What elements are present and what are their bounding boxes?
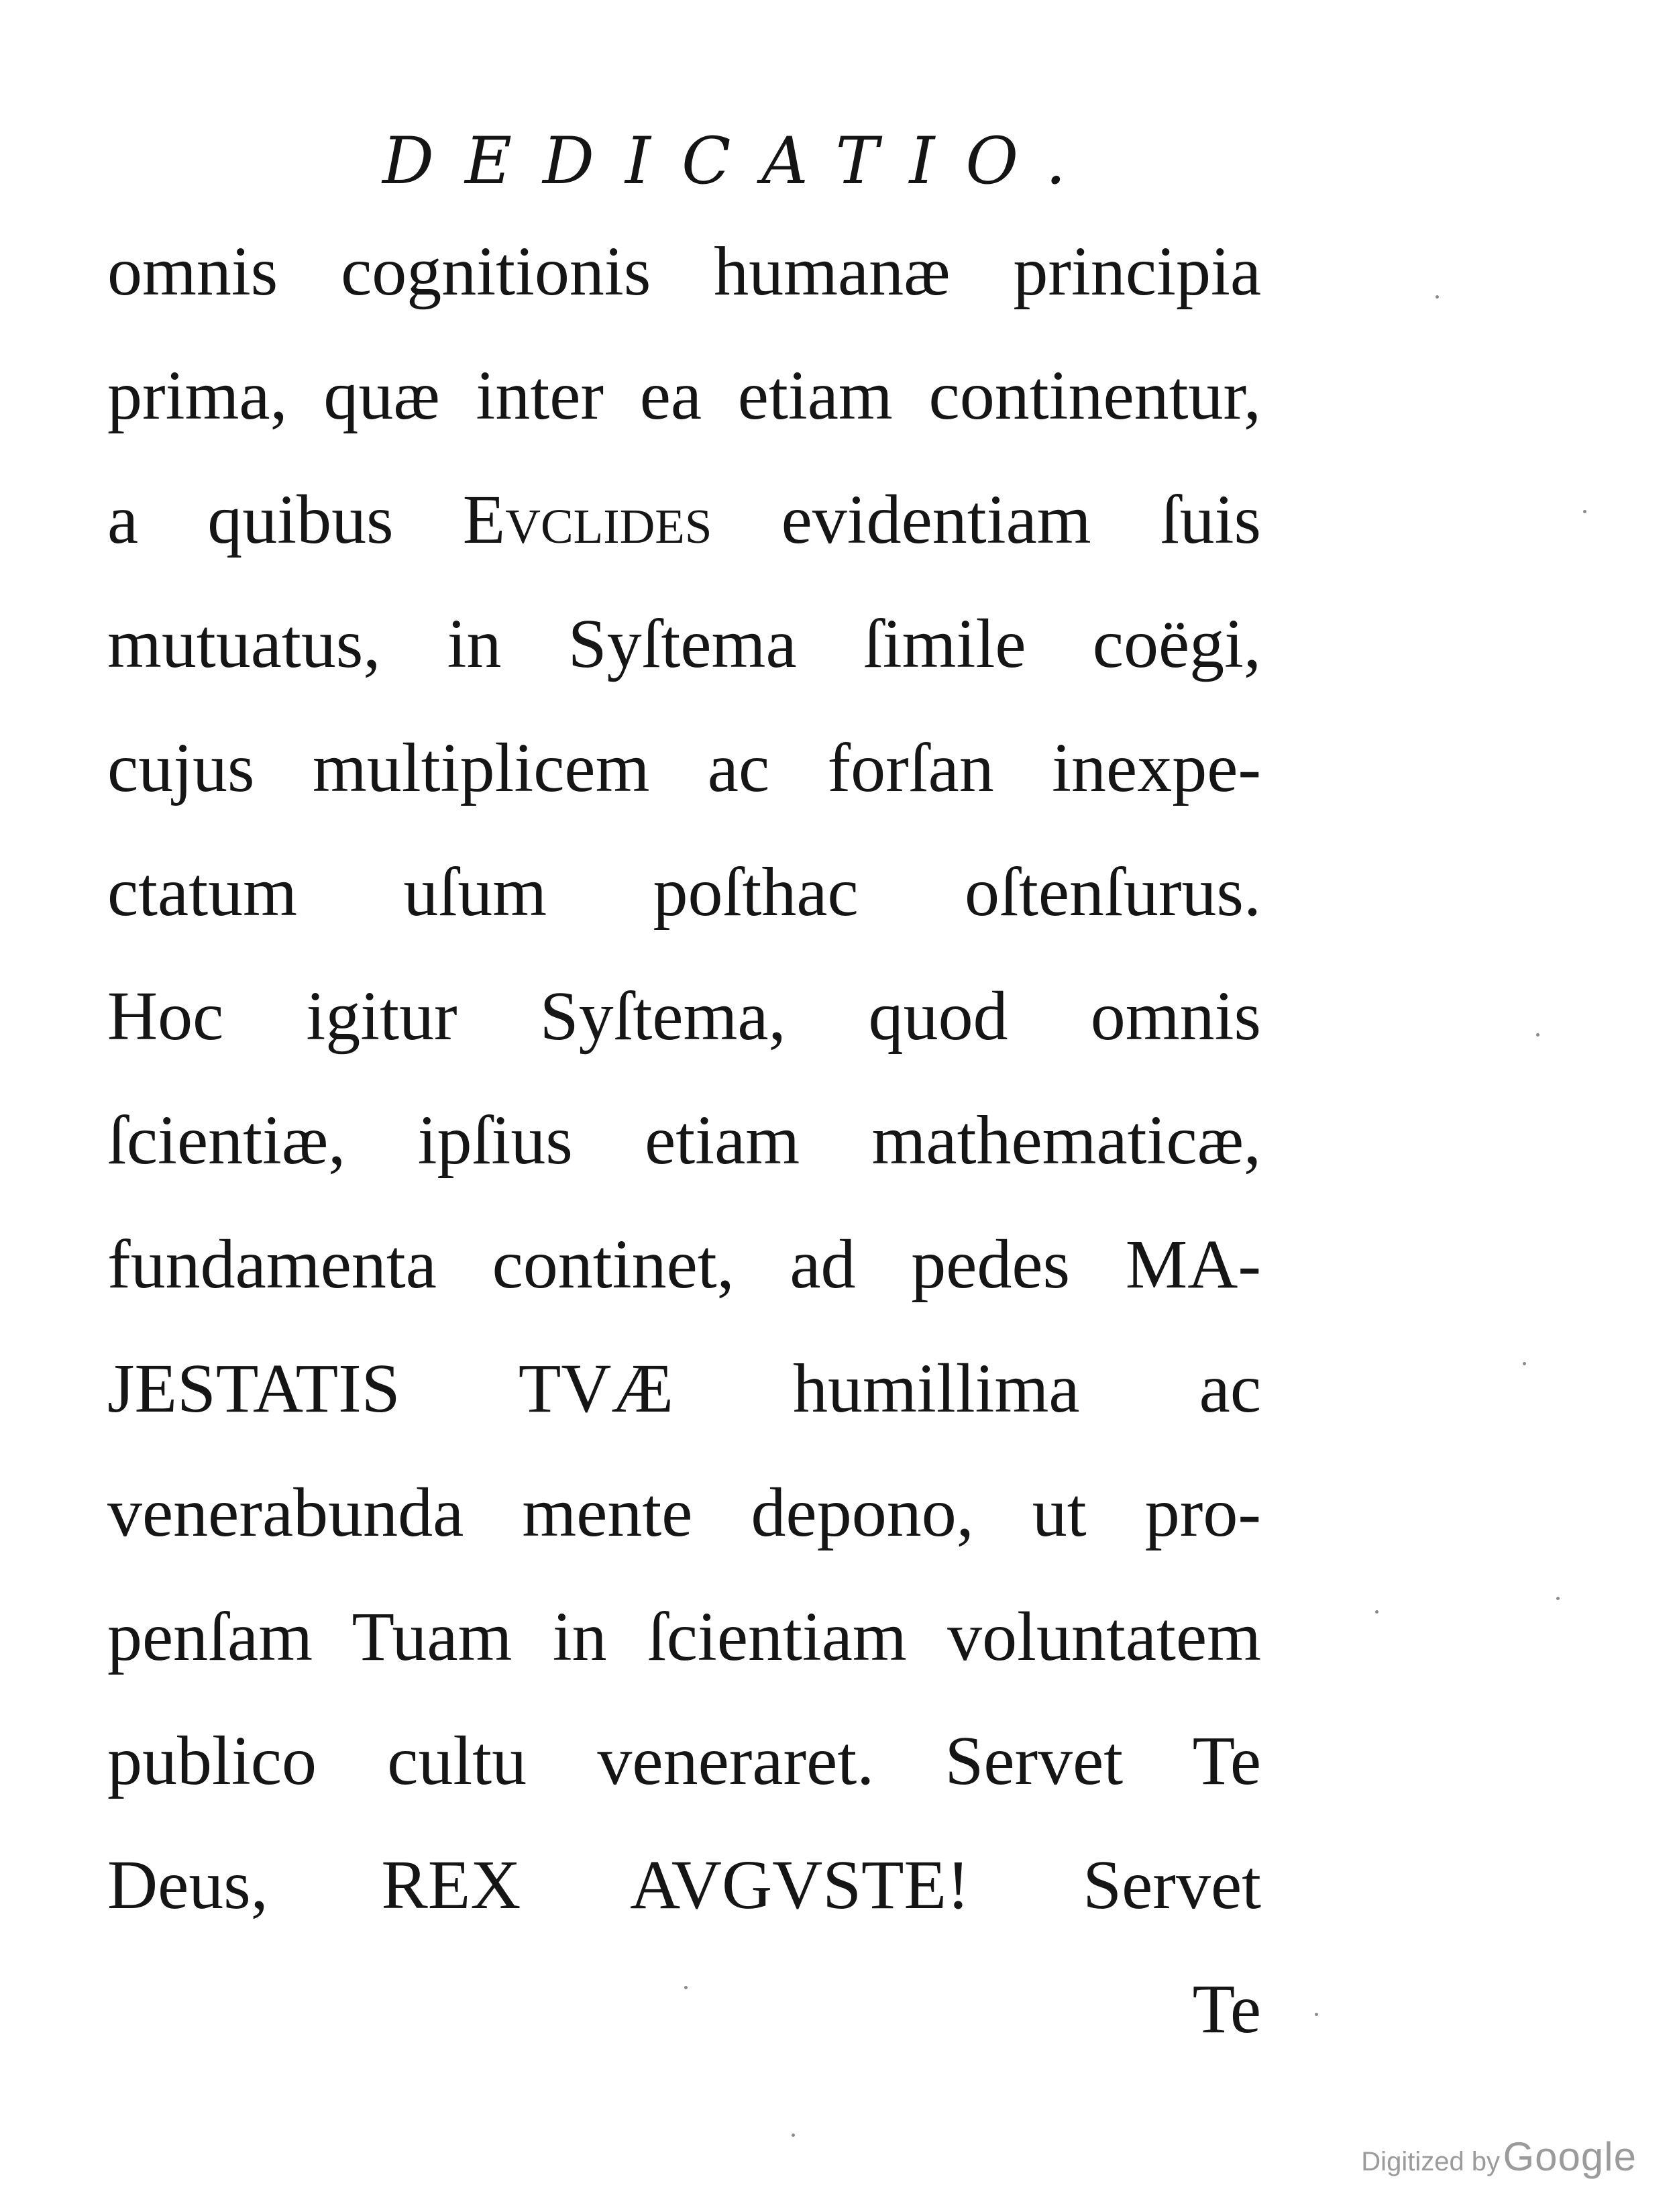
name-euclides: Evclides [462,481,712,558]
text-line: a quibus Evclides evidentiam ſuis [107,481,1261,558]
scan-speck [1375,1610,1378,1614]
dedication-text [107,209,1261,2071]
text-line: penſam Tuam in ſcientiam voluntatem [107,1598,1261,1675]
scan-speck [1315,2013,1318,2016]
text-line: ſcientiæ, ipſius etiam mathematicæ, [107,1102,1261,1179]
scan-speck [1583,510,1586,513]
text-line: mutuatus, in Syſtema ſimile coëgi, [107,605,1261,682]
text-line: omnis cognitionis humanæ principia [107,233,1261,310]
text-line: prima, quæ inter ea etiam continentur, [107,357,1261,434]
scan-speck [1436,295,1439,299]
scan-speck [792,2134,795,2137]
scan-speck [1523,1362,1526,1365]
text-line: Hoc igitur Syſtema, quod omnis [107,978,1261,1055]
text-line: venerabunda mente depono, ut pro- [107,1474,1261,1551]
google-logo-text: Google [1503,2134,1637,2179]
page-header: DEDICATIO. [382,123,1097,199]
text-line: Deus, REX AVGVSTE! Servet [107,1846,1261,1924]
text-line: fundamenta continet, ad pedes MA- [107,1226,1261,1303]
scan-speck [684,1986,688,1989]
catchword: Te [1192,1970,1261,2048]
text-line: ctatum uſum poſthac oſtenſurus. [107,853,1261,931]
scan-speck [1556,1597,1560,1600]
text-line: cujus multiplicem ac forſan inexpe- [107,729,1261,806]
scan-speck [1536,1033,1539,1037]
digitized-by-google-watermark: Digitized by Google [1361,2134,1637,2179]
text-line: JESTATIS TVÆ humillima ac [107,1350,1261,1427]
text-line: publico cultu veneraret. Servet Te [107,1722,1261,1799]
